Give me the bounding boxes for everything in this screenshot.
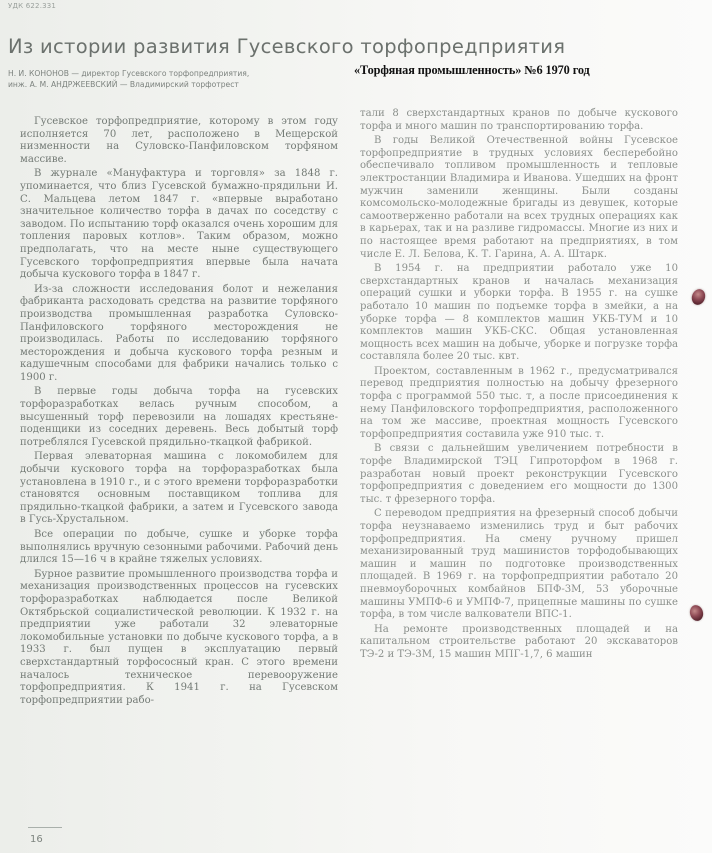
binding-stain-mark <box>688 604 705 623</box>
paragraph: На ремонте производственных площадей и на капитальном строительстве работают 20 экскаваторов ТЭ-2 и ТЭ-3М, 15 машин МПГ-1,7, 6 машин <box>360 623 678 660</box>
footer-rule <box>28 827 62 828</box>
udk-code: УДК 622.331 <box>8 2 57 10</box>
paragraph: Проектом, составленным в 1962 г., предусматривался перевод предприятия полностью на добычу фрезерного торфа с программой 550 тыс. т, а после присоединения к нему Панфиловского торфопредприятия, расположенного на том же массиве, проектная мощность Гусевского торфопредприятия составила уже 910 тыс. т. <box>360 365 678 440</box>
binding-stain-mark <box>690 287 708 306</box>
paragraph: В 1954 г. на предприятии работало уже 10 сверхстандартных кранов и началась механизация операций сушки и уборки торфа. В 1955 г. на сушке работало 10 машин по подъемке торфа в змейки, а на уборке торфа — 8 комплектов машин УКБ-ТУМ и 10 комплектов машин УКБ-СКС. Общая установленная мощность всех машин на добыче, уборке и погрузке торфа составляла более 20 тыс. квт. <box>360 263 678 363</box>
paragraph: Бурное развитие промышленного производства торфа и механизация производственных процессов на гусевских торфоразработках наблюдается после Великой Октябрьской социалистической революции. К 1932 г. на предприятии уже работали 32 элеваторные локомобильные установки по добыче кускового торфа, а в 1933 г. был пущен в эксплуатацию первый сверхстандартный торфососный кран. С этого времени началось техническое перевооружение торфопредприятия. К 1941 г. на Гусевском торфопредприятии рабо- <box>20 568 338 706</box>
article-title: Из истории развития Гусевского торфопредприятия <box>8 35 566 59</box>
authors-block <box>8 68 249 90</box>
paragraph: В годы Великой Отечественной войны Гусевское торфопредприятие в трудных условиях бесперебойно обеспечивало топливом промышленность и тепловые электростанции Владимира и Иванова. Ушедших на фронт мужчин заменили женщины. Были созданы комсомольско-молодежные бригады из девушек, которые самоотверженно работали на всех трудных операциях как в карьерах, так и на разливе гидромассы. Многие из них и по настоящее время работают на предприятиях, в том числе Е. Л. Белова, К. Т. Гарина, А. А. Штарк. <box>360 135 678 260</box>
paragraph: В журнале «Мануфактура и торговля» за 1848 г. упоминается, что близ Гусевской бумажно-прядильни И. С. Мальцева летом 1847 г. «впервые выработано значительное количество торфа в дачах по соседству с заводом. По испытанию торф оказался очень хорошим для топления паровых котлов». Таким образом, можно предполагать, что на месте ныне существующего Гусевского торфопредприятия впервые была начата добыча кускового торфа в 1847 г. <box>20 168 338 281</box>
author-line: инж. А. М. АНДРЖЕЕВСКИЙ — Владимирский торфотрест <box>8 80 239 89</box>
paragraph: В первые годы добыча торфа на гусевских торфоразработках велась ручным способом, а высушенный торф перевозили на лошадях крестьяне-поденщики из соседних деревень. Весь добытый торф потреблялся Гусевской прядильно-ткацкой фабрикой. <box>20 386 338 448</box>
paragraph: С переводом предприятия на фрезерный способ добычи торфа неузнаваемо изменились труд и быт рабочих торфопредприятия. На смену ручному пришел механизированный труд машинистов торфодобывающих машин и машин по подготовке производственных площадей. В 1969 г. на торфопредприятии работало 20 пневмоуборочных комбайнов БПФ-3М, 53 уборочные машины УМПФ-6 и УМПФ-7, прицепные машины по сушке торфа, в том числе валкователи ВПС-1. <box>360 508 678 621</box>
paragraph: тали 8 сверхстандартных кранов по добыче кускового торфа и много машин по транспортированию торфа. <box>360 108 678 132</box>
right-text-column <box>360 108 678 662</box>
journal-source-note: «Торфяная промышленность» №6 1970 год <box>354 63 590 77</box>
page-number: 16 <box>30 834 43 845</box>
author-line: Н. И. КОНОНОВ — директор Гусевского торфопредприятия, <box>8 69 250 78</box>
left-text-column <box>20 116 338 707</box>
paragraph: Гусевское торфопредприятие, которому в этом году исполняется 70 лет, расположено в Мещерской низменности на Суловско-Панфиловском торфяном массиве. <box>20 116 338 165</box>
paragraph: Первая элеваторная машина с локомобилем для добычи кускового торфа на торфоразработках была установлена в 1910 г., и с этого времени торфоразработки становятся основным поставщиком топлива для прядильно-ткацкой фабрики, а затем и Гусевского завода в Гусь-Хрустальном. <box>20 451 338 526</box>
paragraph: В связи с дальнейшим увеличением потребности в торфе Владимирской ТЭЦ Гипроторфом в 1968 г. разработан новый проект реконструкции Гусевского торфопредприятия с доведением его мощности до 1300 тыс. т фрезерного торфа. <box>360 443 678 505</box>
paragraph: Все операции по добыче, сушке и уборке торфа выполнялись вручную сезонными рабочими. Рабочий день длился 15—16 ч в крайне тяжелых условиях. <box>20 529 338 566</box>
paragraph: Из-за сложности исследования болот и нежелания фабриканта расходовать средства на развитие торфяного производства промышленная разработка Суловско-Панфиловского торфяного месторождения не производилась. Работы по исследованию торфяного месторождения и добыча кускового торфа резным и кадушечным способами для фабрики начались только с 1900 г. <box>20 283 338 383</box>
